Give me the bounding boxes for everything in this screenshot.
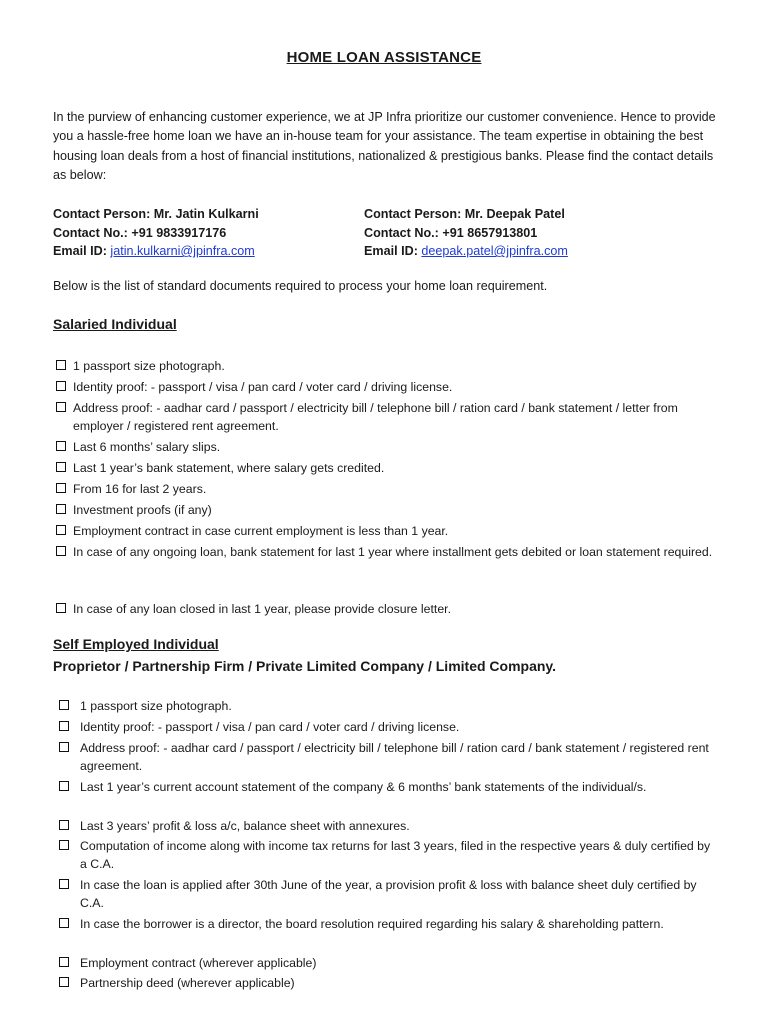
contact-person-2: Contact Person: Mr. Deepak Patel — [364, 207, 565, 221]
salaried-heading: Salaried Individual — [53, 316, 177, 332]
checkbox-icon[interactable] — [56, 483, 66, 493]
checkbox-icon[interactable] — [59, 840, 69, 850]
checklist-item: Last 3 years’ profit & loss a/c, balance sheet with annexures. — [59, 817, 719, 837]
checklist-item: Identity proof: - passport / visa / pan card / voter card / driving license. — [56, 378, 716, 399]
checkbox-icon[interactable] — [59, 879, 69, 889]
self-employed-subheading: Proprietor / Partnership Firm / Private Limited Company / Limited Company. — [53, 658, 557, 674]
checklist-item: Investment proofs (if any) — [56, 501, 716, 522]
email-label-1: Email ID: — [53, 244, 111, 258]
checkbox-icon[interactable] — [59, 781, 69, 791]
checklist-item: Address proof: - aadhar card / passport / electricity bill / telephone bill / ration card / bank statement / letter from employer / registered rent agreement. — [56, 399, 716, 438]
document-title: HOME LOAN ASSISTANCE — [286, 49, 482, 66]
contact-phone-1: Contact No.: +91 9833917176 — [53, 225, 227, 240]
self-employed-checklist — [59, 697, 719, 994]
checkbox-icon[interactable] — [56, 504, 66, 514]
checkbox-icon[interactable] — [59, 977, 69, 987]
checkbox-icon[interactable] — [56, 402, 66, 412]
documents-intro: Below is the list of standard documents required to process your home loan requirement. — [53, 279, 548, 293]
contact-email-row-2 — [364, 242, 568, 261]
checklist-item: In case of any ongoing loan, bank statement for last 1 year where installment gets debited or loan statement required. — [56, 543, 716, 600]
contact-phone-2: Contact No.: +91 8657913801 — [364, 225, 538, 240]
checklist-item: In case of any loan closed in last 1 year, please provide closure letter. — [56, 600, 716, 621]
checklist-item: Last 1 year’s bank statement, where salary gets credited. — [56, 459, 716, 480]
contact-block-2 — [364, 205, 568, 261]
checklist-item: Identity proof: - passport / visa / pan card / voter card / driving license. — [59, 718, 719, 739]
checkbox-icon[interactable] — [56, 462, 66, 472]
checkbox-icon[interactable] — [56, 603, 66, 613]
self-employed-heading: Self Employed Individual — [53, 636, 219, 652]
checklist-item: Employment contract (wherever applicable) — [59, 954, 719, 974]
checklist-item: From 16 for last 2 years. — [56, 480, 716, 501]
checklist-item: Employment contract in case current employment is less than 1 year. — [56, 522, 716, 543]
checklist-item: Last 1 year’s current account statement of the company & 6 months’ bank statements of the individual/s. — [59, 778, 719, 817]
checkbox-icon[interactable] — [59, 918, 69, 928]
contact-block-1 — [53, 205, 259, 261]
intro-paragraph: In the purview of enhancing customer experience, we at JP Infra prioritize our customer convenience. Hence to provide you a hassle-free home loan we have an in-house team for your assistance. The team expertise in obtaining the best housing loan deals from a host of financial institutions, nationalized & prestigious banks. Please find the contact details as below: — [53, 110, 716, 182]
contact-person-1: Contact Person: Mr. Jatin Kulkarni — [53, 207, 259, 221]
email-link-2[interactable]: deepak.patel@jpinfra.com — [421, 244, 568, 258]
checklist-item: Partnership deed (wherever applicable) — [59, 974, 719, 994]
checkbox-icon[interactable] — [59, 700, 69, 710]
checkbox-icon[interactable] — [56, 381, 66, 391]
checklist-item: In case the borrower is a director, the board resolution required regarding his salary & shareholding pattern. — [59, 915, 719, 954]
salaried-checklist — [56, 357, 716, 621]
checkbox-icon[interactable] — [59, 721, 69, 731]
checklist-item: Address proof: - aadhar card / passport / electricity bill / telephone bill / ration card / bank statement / registered rent agreement. — [59, 739, 719, 778]
checklist-item: In case the loan is applied after 30th June of the year, a provision profit & loss with balance sheet duly certified by C.A. — [59, 876, 719, 915]
checkbox-icon[interactable] — [59, 742, 69, 752]
checkbox-icon[interactable] — [56, 360, 66, 370]
checklist-item: 1 passport size photograph. — [56, 357, 716, 378]
checkbox-icon[interactable] — [59, 820, 69, 830]
checklist-item: Computation of income along with income tax returns for last 3 years, filed in the respective years & duly certified by a C.A. — [59, 837, 719, 876]
checklist-item: Last 6 months’ salary slips. — [56, 438, 716, 459]
contact-email-row-1 — [53, 242, 259, 261]
checkbox-icon[interactable] — [59, 957, 69, 967]
checkbox-icon[interactable] — [56, 441, 66, 451]
checkbox-icon[interactable] — [56, 525, 66, 535]
checkbox-icon[interactable] — [56, 546, 66, 556]
checklist-item: 1 passport size photograph. — [59, 697, 719, 718]
email-link-1[interactable]: jatin.kulkarni@jpinfra.com — [110, 244, 255, 258]
email-label-2: Email ID: — [364, 244, 422, 258]
